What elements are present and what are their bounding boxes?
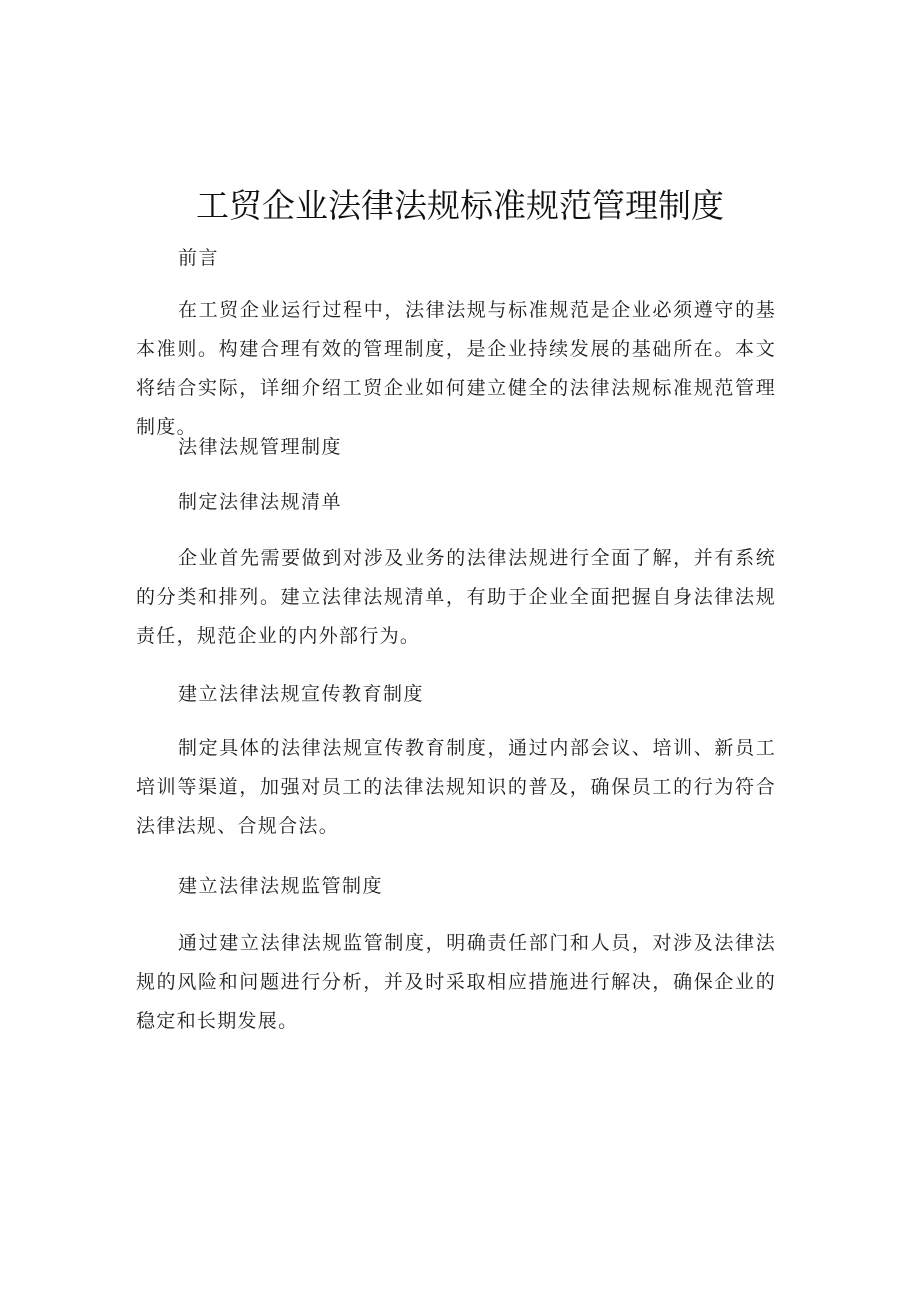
section-heading: 法律法规管理制度 [178, 436, 343, 458]
subsection-paragraph-supervision: 通过建立法律法规监管制度，明确责任部门和人员，对涉及法律法规的风险和问题进行分析，并及时采取相应措施进行解决，确保企业的稳定和长期发展。 [136, 932, 776, 1032]
subsection-paragraph-list: 企业首先需要做到对涉及业务的法律法规进行全面了解，并有系统的分类和排列。建立法律法规清单，有助于企业全面把握自身法律法规责任，规范企业的内外部行为。 [136, 547, 776, 647]
preface-paragraph: 在工贸企业运行过程中，法律法规与标准规范是企业必须遵守的基本准则。构建合理有效的管理制度，是企业持续发展的基础所在。本文将结合实际，详细介绍工贸企业如何建立健全的法律法规标准规范管理制度。 [136, 299, 776, 438]
preface-heading: 前言 [178, 247, 220, 269]
subsection-heading-list: 制定法律法规清单 [178, 491, 343, 513]
subsection-paragraph-education: 制定具体的法律法规宣传教育制度，通过内部会议、培训、新员工培训等渠道，加强对员工的法律法规知识的普及，确保员工的行为符合法律法规、合规合法。 [136, 737, 776, 837]
subsection-heading-supervision: 建立法律法规监管制度 [178, 875, 384, 897]
subsection-heading-education: 建立法律法规宣传教育制度 [178, 683, 425, 705]
document-title: 工贸企业法律法规标准规范管理制度 [196, 186, 724, 225]
